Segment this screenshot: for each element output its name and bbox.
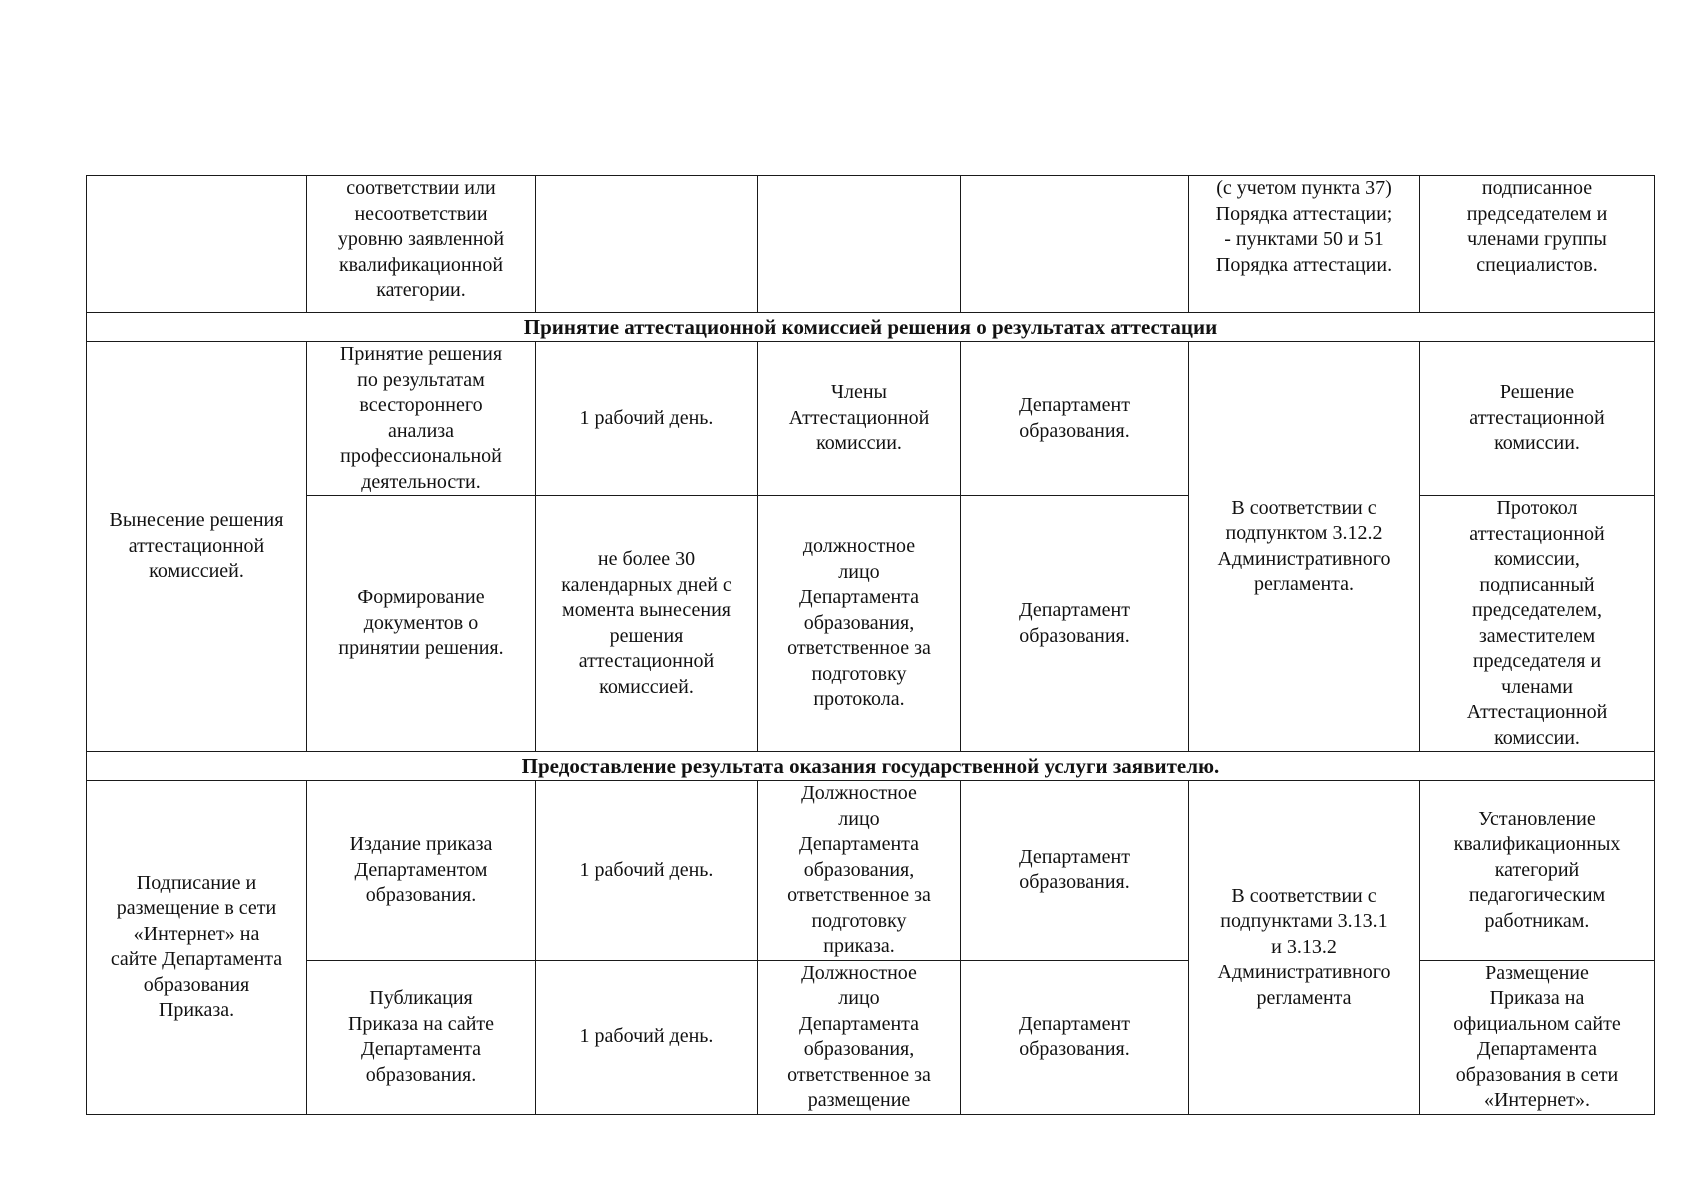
place-cell (961, 781, 1189, 961)
text-line: 1 рабочий день. (579, 858, 714, 881)
text-line: размещение в сети (116, 897, 277, 920)
text-line: профессиональной (340, 445, 502, 467)
text-line: образования. (1019, 1038, 1130, 1060)
table-row (87, 781, 1655, 961)
table-row (87, 496, 1655, 752)
section-row-result (87, 752, 1655, 781)
text-line: сайте Департамента (110, 948, 283, 971)
place-cell (961, 342, 1189, 496)
text-line: Департамент (1019, 1012, 1130, 1035)
result-cell (1420, 781, 1655, 961)
text-line: момента вынесения (562, 599, 731, 621)
text-line: деятельности. (361, 470, 481, 493)
text-line: Формирование (357, 586, 485, 609)
result-cell (1420, 176, 1655, 313)
text-line: Порядка аттестации; (1215, 202, 1393, 225)
text-line: образования. (1019, 419, 1130, 442)
text-line: «Интернет» на (133, 922, 260, 945)
place-cell-empty (961, 176, 1189, 313)
text-line: подготовку (811, 662, 907, 685)
text-line: Аттестационной (1466, 701, 1608, 723)
text-line: Административного (1217, 547, 1391, 570)
text-line: образования. (365, 884, 477, 906)
text-line: комиссией. (599, 675, 694, 698)
text-line: Публикация (369, 987, 473, 1009)
place-cell (961, 960, 1189, 1114)
text-line: образования, (803, 858, 915, 881)
text-line: членами группы (1467, 228, 1607, 250)
text-line: Департамента (360, 1038, 482, 1060)
text-line: решения (609, 624, 684, 647)
table-row (87, 960, 1655, 1114)
text-line: принятии решения. (338, 637, 504, 660)
text-line: «Интернет». (1483, 1089, 1591, 1111)
text-line: комиссии, (1494, 548, 1580, 570)
text-line: 1 рабочий день. (579, 1025, 714, 1048)
action-cell (307, 496, 536, 752)
text-line: образования (143, 973, 250, 996)
text-line: председателем и (1466, 202, 1608, 225)
text-line: Приказа на (1489, 987, 1585, 1009)
text-line: регламента (1256, 986, 1352, 1009)
text-line: Издание приказа (349, 833, 493, 855)
responsible-cell (758, 342, 961, 496)
text-line: председателя и (1472, 650, 1602, 672)
text-line: образования, (803, 611, 915, 634)
text-line: и 3.13.2 (1271, 935, 1337, 958)
text-line: Департамент (1019, 845, 1130, 868)
text-line: Департамента (1476, 1038, 1598, 1060)
responsible-cell (758, 781, 961, 961)
action-cell (307, 960, 536, 1114)
text-line: Департамент (1019, 394, 1130, 416)
text-line: квалификационной (338, 253, 504, 276)
text-line: аттестационной (578, 650, 715, 672)
legal-basis-cell (1189, 781, 1420, 1115)
text-line: заместителем (1478, 624, 1596, 647)
text-line: Департамента (798, 586, 920, 609)
responsible-cell (758, 496, 961, 752)
text-line: размещение (807, 1089, 911, 1111)
place-cell (961, 496, 1189, 752)
text-line: аттестационной (1469, 406, 1605, 429)
text-line: Протокол (1496, 497, 1578, 519)
result-cell (1420, 342, 1655, 496)
text-line: Департаментом (354, 858, 488, 881)
text-line: Приказа на сайте (347, 1012, 495, 1035)
action-cell (307, 342, 536, 496)
text-line: комиссии. (816, 432, 902, 455)
text-line: комиссии. (1494, 726, 1580, 749)
section-heading: Принятие аттестационной комиссией решения о результатах аттестации (87, 313, 1655, 342)
text-line: Принятие решения (339, 343, 503, 365)
term-cell (536, 960, 758, 1114)
term-cell (536, 496, 758, 752)
text-line: всестороннего (359, 394, 483, 416)
section-row-commission (87, 313, 1655, 342)
text-line: Подписание и (136, 871, 257, 894)
text-line: Решение (1499, 381, 1575, 404)
text-line: должностное (802, 535, 916, 558)
text-line: ответственное за (787, 637, 931, 660)
text-line: председателем, (1472, 599, 1602, 621)
procedure-cell-empty (87, 176, 307, 313)
text-line: В соответствии с (1231, 884, 1377, 907)
text-line: подписанный (1479, 573, 1595, 596)
text-line: Порядка аттестации. (1215, 253, 1393, 276)
text-line: по результатам (357, 368, 485, 391)
text-line: 1 рабочий день. (579, 406, 714, 429)
text-line: Размещение (1485, 961, 1589, 984)
text-line: специалистов. (1476, 253, 1598, 276)
continued-row (87, 176, 1655, 313)
text-line: комиссией. (149, 560, 244, 583)
procedure-table (86, 175, 1655, 1115)
text-line: приказа. (823, 935, 895, 957)
text-line: Должностное (801, 961, 917, 984)
text-line: лицо (838, 807, 880, 830)
text-line: лицо (838, 560, 880, 583)
text-line: квалификационных (1453, 833, 1621, 855)
term-cell (536, 342, 758, 496)
text-line: образования в сети (1455, 1063, 1619, 1086)
criteria-cell (307, 176, 536, 313)
text-line: календарных дней с (561, 573, 732, 596)
text-line: анализа (387, 419, 455, 442)
text-line: подпунктами 3.13.1 (1220, 910, 1388, 932)
text-line: Департамента (798, 833, 920, 855)
text-line: образования. (1019, 871, 1130, 894)
text-line: регламента. (1253, 573, 1355, 595)
term-cell-empty (536, 176, 758, 313)
text-line: подпунктом 3.12.2 (1225, 522, 1383, 544)
result-cell (1420, 960, 1655, 1114)
text-line: официальном сайте (1453, 1012, 1621, 1035)
text-line: Установление (1478, 807, 1596, 830)
text-line: Приказа. (158, 999, 235, 1022)
text-line: - пунктами 50 и 51 (1224, 228, 1384, 250)
text-line: В соответствии с (1231, 496, 1377, 519)
text-line: категорий (1494, 858, 1580, 881)
text-line: педагогическим (1468, 884, 1606, 906)
text-line: (с учетом пункта 37) (1216, 177, 1392, 199)
text-line: документов о (363, 611, 479, 634)
text-line: подготовку (811, 909, 907, 932)
text-line: образования. (1019, 624, 1130, 647)
text-line: соответствии или (346, 177, 496, 199)
text-line: аттестационной (128, 534, 265, 557)
text-line: ответственное за (787, 1063, 931, 1086)
legal-basis-cell (1189, 342, 1420, 752)
responsible-cell (758, 960, 961, 1114)
text-line: Члены (831, 381, 887, 404)
text-line: уровню заявленной (337, 228, 505, 250)
text-line: Департамента (798, 1012, 920, 1035)
text-line: образования. (365, 1063, 477, 1086)
result-cell (1420, 496, 1655, 752)
text-line: комиссии. (1494, 432, 1580, 455)
responsible-cell-empty (758, 176, 961, 313)
text-line: протокола. (813, 688, 905, 711)
text-line: несоответствии (354, 202, 488, 225)
text-line: Департамент (1019, 599, 1130, 621)
text-line: работникам. (1484, 909, 1590, 932)
text-line: лицо (838, 987, 880, 1009)
procedure-cell (87, 342, 307, 752)
action-cell (307, 781, 536, 961)
text-line: Аттестационной (788, 406, 930, 429)
text-line: подписанное (1481, 177, 1593, 199)
procedure-cell (87, 781, 307, 1115)
text-line: не более 30 (597, 548, 696, 570)
text-line: ответственное за (787, 884, 931, 906)
text-line: категории. (376, 279, 466, 301)
text-line: членами (1501, 675, 1573, 698)
term-cell (536, 781, 758, 961)
text-line: Вынесение решения (109, 509, 284, 532)
text-line: Административного (1217, 961, 1391, 983)
text-line: образования, (803, 1038, 915, 1060)
section-heading: Предоставление результата оказания государственной услуги заявителю. (87, 752, 1655, 781)
text-line: аттестационной (1469, 522, 1605, 545)
text-line: Должностное (801, 782, 917, 804)
legal-basis-cell (1189, 176, 1420, 313)
table-row (87, 342, 1655, 496)
